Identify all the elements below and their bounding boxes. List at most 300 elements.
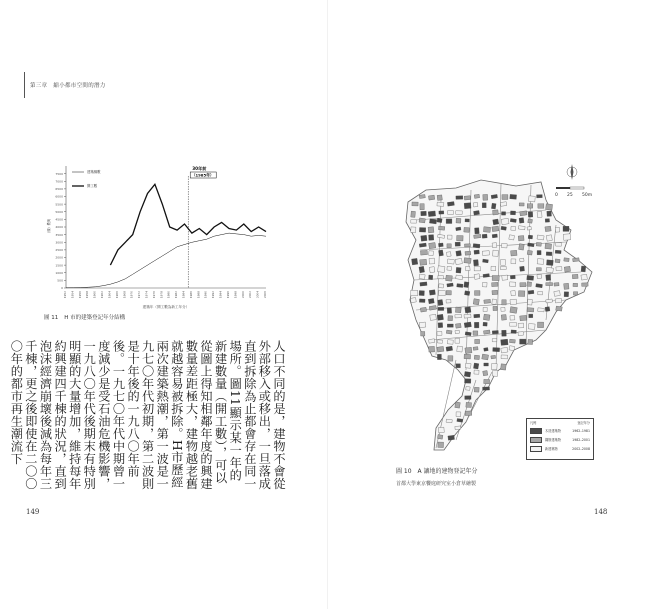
building (572, 274, 578, 278)
building (473, 260, 478, 266)
chart-svg (44, 160, 276, 310)
building (556, 306, 563, 311)
building (501, 347, 508, 353)
building (447, 324, 453, 327)
building (511, 226, 516, 230)
building (501, 364, 507, 370)
building (466, 402, 472, 407)
building (537, 322, 543, 328)
building (501, 243, 507, 248)
site-map (396, 160, 626, 460)
building (546, 235, 552, 241)
building (456, 227, 461, 231)
building (438, 442, 444, 448)
building (528, 243, 535, 247)
building (528, 219, 533, 223)
building (438, 243, 443, 247)
building (411, 290, 418, 295)
figure-caption-right (396, 466, 478, 475)
building (429, 258, 435, 264)
building (473, 299, 479, 305)
building (429, 290, 435, 295)
building (492, 275, 499, 280)
building (510, 275, 515, 279)
building (510, 299, 517, 304)
annotation-label: 30年前 (192, 166, 207, 171)
figure-caption-left (44, 313, 125, 321)
x-tick-label: 1964 (107, 291, 112, 299)
building (564, 292, 569, 297)
building (491, 266, 496, 271)
building (437, 314, 443, 320)
building (564, 283, 569, 289)
building (527, 299, 532, 305)
x-tick-label: 1994 (218, 291, 223, 299)
building (428, 211, 435, 217)
building (473, 363, 478, 369)
body-text: 人口不同的是，建物不會從外部移入或移出，一旦落成直到拆除為止都會存在同一場所。圖11顯示某一年的新建數量（開工數），可以從圖上得知相鄰年度的興建數量差距極大，建物越老舊就越容易被拆除。H市歷經兩次建築熱潮，第一波是一九七〇年代初期，第二波則是十年後的一九八〇年前後。一九七〇年代中期曾一度減少是受石油危機影響，一九八〇年代後期末有特別明顯的大量增加，維持每年約興建四千棟的狀況，直到泡沫經濟崩壞後減為每年三千棟，更之後即使在二〇〇〇年的都市再生潮流下 (9, 340, 286, 490)
building (545, 243, 552, 249)
building (464, 354, 471, 359)
building (555, 227, 559, 232)
y-tick-label: 5500 (55, 202, 63, 207)
chapter-title: 縮小都市空間的潛力 (53, 83, 106, 89)
chapter-label: 第三章 (30, 83, 48, 89)
map-legend (526, 418, 594, 460)
building (511, 259, 516, 264)
legend-swatch (530, 437, 542, 443)
building (511, 330, 516, 334)
map-svg (396, 160, 626, 460)
building (482, 282, 487, 287)
building (448, 435, 455, 440)
scale-bar (555, 187, 592, 198)
building (491, 355, 496, 359)
building (474, 322, 479, 328)
building (447, 308, 452, 314)
x-tick-label: 1958 (85, 291, 90, 299)
legend-header-right: 登記年分 (577, 421, 590, 425)
building (519, 244, 525, 250)
building (483, 371, 488, 376)
building (538, 291, 543, 294)
building (529, 196, 536, 202)
figure-number: 圖 10 (396, 468, 412, 475)
building (447, 266, 452, 270)
building (501, 339, 508, 345)
building (492, 234, 497, 238)
building (582, 283, 589, 287)
building (502, 275, 508, 280)
x-tick-label: 2002 (248, 291, 253, 299)
building (456, 196, 463, 200)
building (474, 355, 479, 359)
building (464, 227, 470, 232)
building (492, 282, 498, 286)
building (482, 234, 487, 238)
building (429, 251, 434, 256)
building (464, 196, 470, 200)
building (446, 291, 451, 295)
building (465, 396, 471, 400)
building (546, 252, 552, 256)
building (483, 387, 490, 390)
building (502, 195, 508, 200)
building (520, 266, 525, 271)
building (473, 244, 480, 248)
y-axis-label: （棟）數與 (47, 219, 51, 235)
building (510, 194, 517, 199)
x-tick-label: 1974 (144, 291, 149, 299)
building (419, 243, 426, 247)
building (447, 244, 451, 248)
building (464, 282, 469, 288)
x-tick-label: 1988 (196, 291, 201, 299)
north-arrow-icon (567, 164, 577, 180)
building (475, 339, 480, 343)
building (420, 259, 427, 265)
building (519, 218, 524, 224)
building (537, 235, 544, 240)
building (545, 226, 551, 232)
building (554, 283, 559, 287)
building (446, 330, 452, 334)
building (428, 298, 434, 303)
x-tick-label: 1960 (92, 291, 97, 299)
x-tick-label: 1982 (174, 291, 179, 299)
building (456, 251, 462, 257)
building (546, 283, 553, 286)
y-tick-label: 6000 (55, 194, 63, 199)
building (483, 259, 489, 263)
building (456, 267, 461, 273)
x-tick-label: 1978 (159, 291, 164, 299)
building (546, 260, 553, 266)
figure-number: 圖 11 (44, 315, 59, 321)
building (519, 203, 524, 206)
building (482, 354, 489, 360)
building (537, 259, 544, 265)
building (563, 234, 570, 241)
building (555, 259, 560, 263)
building (411, 227, 416, 233)
building (563, 226, 569, 231)
building (518, 236, 524, 241)
building (420, 204, 424, 210)
legend-item-label: 鋼筋建築物 (545, 438, 561, 442)
building (420, 282, 427, 286)
legend-swatch (530, 446, 542, 452)
building (448, 316, 453, 321)
building (483, 314, 490, 320)
building (509, 235, 515, 240)
x-tick-label: 1990 (203, 291, 208, 299)
building (464, 314, 471, 318)
building (446, 419, 452, 423)
building (465, 411, 472, 416)
y-tick-label: 7500 (55, 171, 63, 176)
building (446, 252, 451, 257)
building (474, 267, 480, 271)
building (465, 251, 471, 255)
building (528, 212, 533, 217)
building (456, 364, 461, 368)
building (501, 314, 506, 320)
building (554, 291, 560, 297)
building (537, 211, 542, 217)
building (447, 202, 454, 207)
building (546, 204, 553, 210)
building (520, 339, 527, 344)
annotation-sublabel: （1985年） (191, 172, 214, 178)
building (491, 194, 497, 198)
building (573, 283, 578, 286)
building (447, 211, 453, 215)
building (465, 347, 472, 353)
building (556, 243, 562, 247)
building (456, 218, 461, 223)
x-tick-label: 1972 (137, 291, 142, 299)
building (429, 275, 433, 280)
building (429, 235, 434, 241)
building (545, 219, 549, 223)
y-tick-label: 6500 (55, 187, 63, 192)
building (474, 370, 479, 374)
building (437, 195, 442, 200)
building (492, 370, 498, 376)
building (528, 235, 533, 239)
y-tick-label: 1000 (55, 270, 63, 275)
building (446, 219, 452, 224)
building (446, 275, 453, 281)
building (483, 322, 487, 326)
building (439, 211, 444, 214)
building (464, 258, 471, 264)
building (455, 323, 461, 328)
building (464, 371, 470, 377)
building (564, 258, 569, 262)
building (411, 211, 416, 217)
building (437, 346, 444, 352)
y-tick-label: 7000 (55, 179, 63, 184)
building (484, 348, 489, 352)
building (537, 274, 542, 278)
building (493, 348, 500, 352)
building (438, 427, 444, 433)
building (474, 194, 479, 198)
building (438, 226, 444, 230)
building (529, 314, 533, 318)
building (456, 211, 463, 215)
building (437, 354, 441, 359)
legend-item-years: 1982–2001 (572, 437, 590, 442)
building (564, 266, 570, 272)
building (538, 308, 545, 312)
building (412, 258, 418, 265)
x-tick-label: 2004 (255, 291, 260, 299)
series-line (66, 233, 266, 288)
y-tick-label: 4500 (55, 217, 63, 222)
building (501, 212, 505, 215)
building (421, 211, 427, 216)
building (429, 243, 436, 249)
building (474, 291, 480, 296)
building (419, 194, 425, 198)
x-tick-label: 1998 (233, 291, 238, 299)
x-tick-label: 1992 (211, 291, 216, 299)
building (410, 298, 416, 303)
building (438, 250, 443, 256)
x-tick-label: 1956 (77, 291, 82, 299)
legend-item (527, 435, 593, 444)
building (546, 275, 551, 281)
building (484, 363, 489, 366)
x-tick-label: 1966 (114, 291, 119, 299)
building (500, 266, 506, 270)
building (502, 300, 506, 305)
line-chart (44, 160, 276, 320)
running-head-rule (24, 72, 25, 98)
building (456, 412, 461, 417)
building (493, 250, 499, 256)
building (457, 418, 463, 422)
building (438, 290, 445, 295)
building (518, 323, 524, 328)
building (493, 306, 497, 310)
building (428, 227, 434, 233)
building (483, 227, 490, 233)
legend-label: 開工數 (87, 184, 98, 189)
building (511, 250, 517, 256)
building (501, 307, 505, 311)
building (428, 195, 434, 200)
building (421, 235, 427, 241)
building (547, 211, 552, 216)
running-head (24, 72, 106, 98)
legend-header (527, 419, 593, 426)
building (446, 346, 453, 351)
building (511, 291, 516, 296)
building (536, 268, 541, 271)
building (465, 307, 471, 313)
building (581, 266, 586, 272)
x-tick-label: 2000 (240, 291, 245, 299)
building (483, 274, 490, 278)
building (518, 291, 524, 297)
building (510, 218, 516, 222)
building (437, 202, 444, 206)
x-tick-label: 1984 (181, 291, 186, 299)
building (545, 307, 550, 312)
building (421, 331, 425, 336)
building (447, 259, 454, 264)
building (509, 346, 515, 351)
building (482, 203, 486, 208)
legend-item (527, 426, 593, 435)
figure-caption: A 讓地的建物登記年分 (417, 468, 478, 475)
building (437, 331, 442, 335)
building (518, 332, 523, 336)
building (537, 195, 543, 198)
y-tick-label: 3500 (55, 232, 63, 237)
building (493, 219, 499, 225)
building (555, 298, 562, 303)
building (518, 226, 525, 230)
building (474, 274, 480, 280)
building (509, 339, 515, 343)
legend-item (527, 444, 593, 453)
building (492, 330, 498, 334)
building (465, 219, 469, 222)
building (501, 226, 507, 230)
building (493, 210, 499, 215)
building (509, 282, 515, 287)
y-tick-label: 5000 (55, 209, 63, 214)
page-number-right: 148 (594, 508, 608, 516)
building (528, 290, 534, 294)
building (455, 258, 462, 264)
building (447, 340, 453, 345)
building (491, 363, 497, 369)
legend-item-years: 1962–1981 (572, 428, 590, 433)
building (429, 339, 435, 343)
building (419, 299, 425, 303)
building (527, 275, 534, 280)
building (474, 387, 479, 392)
building (455, 426, 461, 430)
x-tick-label: 2006 (263, 291, 267, 299)
building (520, 283, 526, 287)
building (573, 258, 580, 262)
building (475, 228, 480, 234)
scale-label-50: 50m (582, 193, 593, 198)
building (520, 258, 524, 262)
building (439, 284, 444, 288)
y-tick-label: 0 (61, 286, 63, 291)
building (474, 210, 480, 215)
building (546, 267, 553, 273)
building (510, 323, 517, 327)
scale-label-25: 25 (567, 193, 573, 198)
building (501, 355, 508, 359)
y-tick-label: 1500 (55, 263, 63, 268)
building (455, 307, 461, 313)
building (437, 218, 442, 222)
building (527, 250, 532, 255)
building (438, 307, 444, 310)
building (419, 274, 425, 279)
building (474, 250, 479, 254)
building (528, 323, 535, 329)
building (464, 322, 471, 328)
building (492, 290, 498, 295)
building (457, 346, 463, 352)
building (484, 379, 490, 383)
building (455, 242, 460, 246)
building (464, 244, 470, 247)
figure-caption: H 市的建築登記年分結構 (64, 315, 126, 321)
x-tick-label: 1970 (129, 291, 134, 299)
building (491, 203, 496, 209)
building (510, 211, 515, 215)
x-tick-label: 1986 (188, 291, 193, 299)
building (483, 307, 487, 311)
legend-item-label: 木造建築物 (545, 429, 561, 433)
building (555, 250, 561, 253)
scale-label-0: 0 (555, 193, 558, 198)
building (456, 275, 463, 280)
building (455, 338, 460, 343)
